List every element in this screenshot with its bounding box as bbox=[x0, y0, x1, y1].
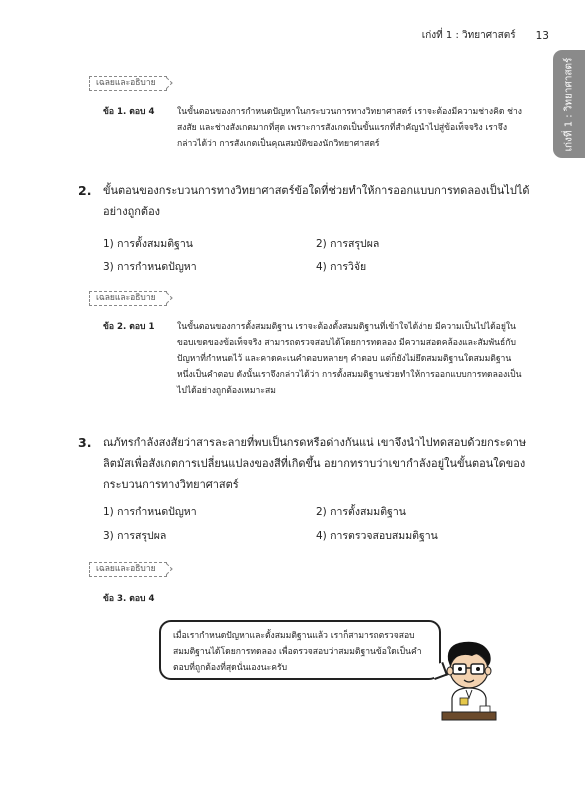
question-text: ณภัทรกำลังสงสัยว่าสารละลายที่พบเป็นกรดหรือด่างกันแน่ เขาจึงนำไปทดสอบด้วยกระดาษลิตมัสเพื่อสังเกตการเปลี่ยนแปลงของสีที่เกิดขึ้น อยากทราบว่าเขากำลังอยู่ในขั้นตอนใดของกระบวนการทางวิทยาศาสตร์ bbox=[103, 436, 527, 491]
page-number: 13 bbox=[535, 29, 549, 42]
option-2: 2) การสรุปผล bbox=[316, 238, 380, 250]
bubble-text: เมื่อเรากำหนดปัญหาและตั้งสมมติฐานแล้ว เราก็สามารถตรวจสอบสมมติฐานได้โดยการทดลอง เพื่อตรวจสอบว่าสมมติฐานข้อใดเป็นคำตอบที่ถูกต้องที่สุดนั่นเองนะครับ bbox=[173, 631, 422, 673]
option-3: 3) การกำหนดปัญหา bbox=[103, 261, 197, 273]
question-number: 2. bbox=[78, 183, 92, 198]
explain-badge: เฉลยและอธิบาย bbox=[89, 291, 167, 306]
option-1: 1) การกำหนดปัญหา bbox=[103, 506, 197, 518]
question-number: 3. bbox=[78, 435, 92, 450]
option-3: 3) การสรุปผล bbox=[103, 530, 167, 542]
option-1: 1) การตั้งสมมติฐาน bbox=[103, 238, 193, 250]
chapter-title: เก่งที่ 1 : วิทยาศาสตร์ bbox=[421, 30, 516, 41]
side-tab-label: เก่งที่ 1 : วิทยาศาสตร์ bbox=[563, 57, 575, 151]
answer-label: ข้อ 1. ตอบ 4 bbox=[103, 107, 155, 117]
option-2: 2) การตั้งสมมติฐาน bbox=[316, 506, 406, 518]
option-4: 4) การตรวจสอบสมมติฐาน bbox=[316, 530, 438, 542]
answer-text: ในขั้นตอนของการกำหนดปัญหาในกระบวนการทางวิทยาศาสตร์ เราจะต้องมีความช่างคิด ช่างสงสัย และช่างสังเกตมากที่สุด เพราะการสังเกตเป็นขั้นแรกที่สำคัญนำไปสู่ข้อเท็จจริง เราจึงกล่าวได้ว่า การสังเกตเป็นคุณสมบัติของนักวิทยาศาสตร์ bbox=[177, 107, 522, 149]
answer-label: ข้อ 2. ตอบ 1 bbox=[103, 322, 155, 332]
page-header bbox=[422, 28, 549, 43]
explain-badge: เฉลยและอธิบาย bbox=[89, 562, 167, 577]
answer-1 bbox=[103, 104, 523, 152]
answer-label: ข้อ 3. ตอบ 4 bbox=[103, 594, 155, 604]
boy-character-illustration bbox=[440, 638, 498, 722]
speech-bubble bbox=[159, 620, 441, 680]
explain-badge: เฉลยและอธิบาย bbox=[89, 76, 167, 91]
option-4: 4) การวิจัย bbox=[316, 261, 367, 273]
answer-text: ในขั้นตอนของการตั้งสมมติฐาน เราจะต้องตั้งสมมติฐานที่เข้าใจได้ง่าย มีความเป็นไปได้อยู่ในขอบเขตของข้อเท็จจริง สามารถตรวจสอบได้โดยการทดลอง มีความสอดคล้องและสัมพันธ์กับปัญหาที่กำหนดไว้ และคาดคะเนคำตอบหลายๆ คำตอบ แต่ก็ยังไม่ยึดสมมติฐานใดสมมติฐานหนึ่งเป็นคำตอบ ดังนั้นเราจึงกล่าวได้ว่า การตั้งสมมติฐานช่วยทำให้การออกแบบการทดลองเป็นไปได้อย่างถูกต้องเหมาะสม bbox=[177, 322, 522, 396]
question-text: ขั้นตอนของกระบวนการทางวิทยาศาสตร์ข้อใดที่ช่วยทำให้การออกแบบการทดลองเป็นไปได้อย่างถูกต้อง bbox=[103, 184, 530, 218]
answer-2 bbox=[103, 319, 523, 399]
chapter-side-tab bbox=[553, 50, 585, 158]
